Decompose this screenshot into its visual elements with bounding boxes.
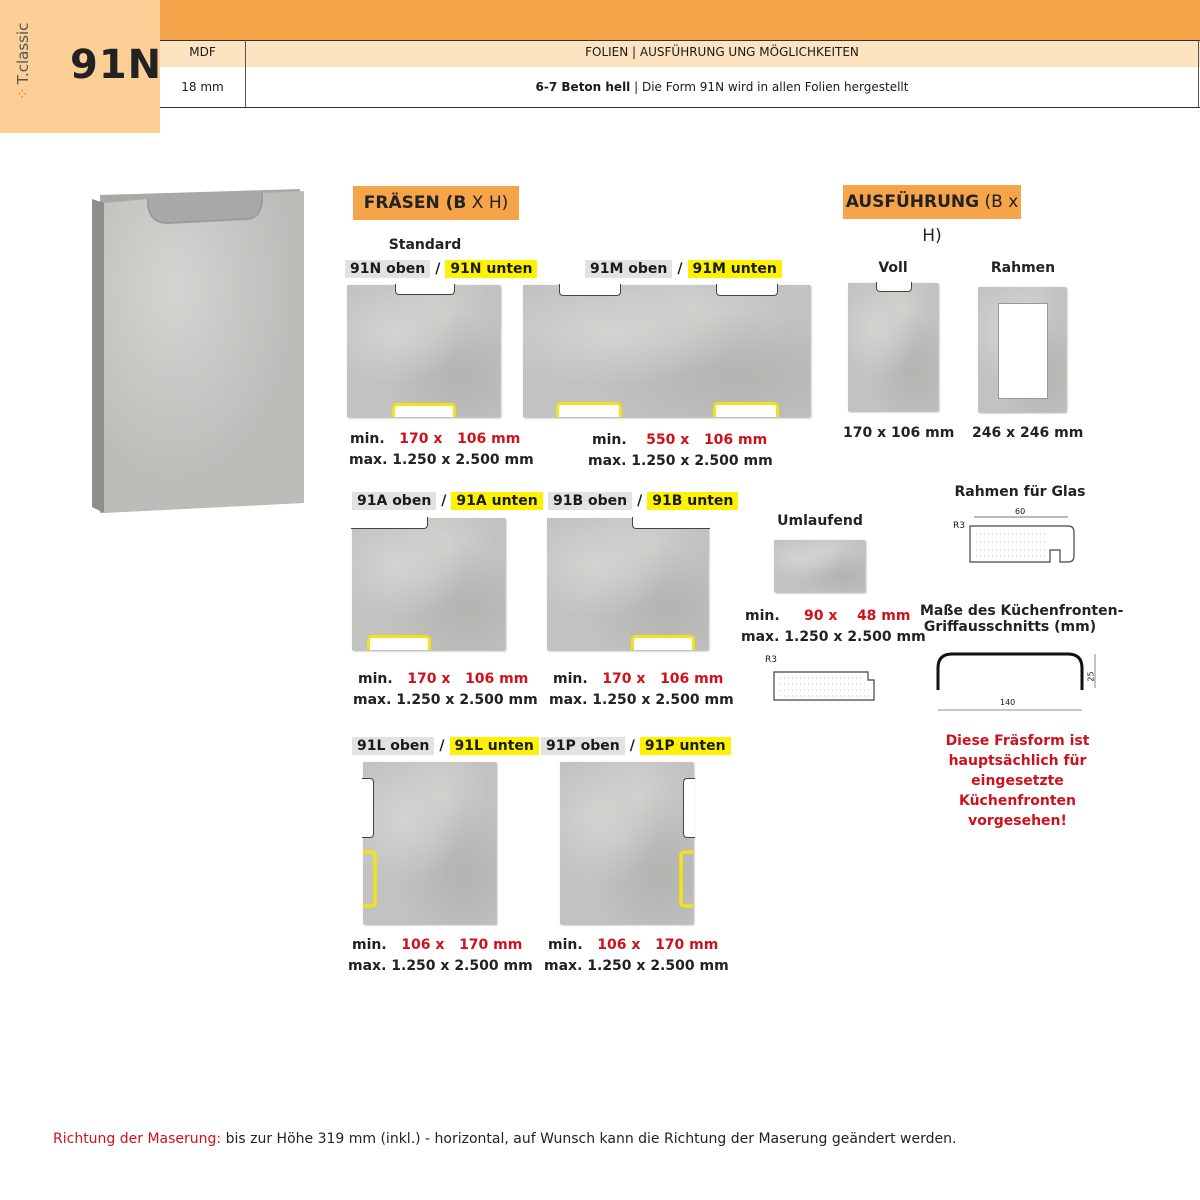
griff-drawing bbox=[930, 648, 1110, 718]
glas-label: Rahmen für Glas bbox=[954, 484, 1086, 500]
model-code: 91N bbox=[70, 42, 163, 88]
tag-unten: 91M unten bbox=[688, 260, 782, 278]
panel-umlaufend bbox=[774, 540, 865, 592]
notch-top bbox=[632, 517, 710, 529]
col-mdf-value: 18 mm bbox=[181, 80, 224, 94]
panel-rahmen bbox=[978, 287, 1066, 412]
col-folien-header: FOLIEN | AUSFÜHRUNG UNG MÖGLICHKEITEN bbox=[585, 45, 859, 59]
notch-bottom-highlight bbox=[677, 850, 693, 908]
ausfuehrung-heading bbox=[843, 185, 1021, 246]
tag-91n: 91N oben / 91N unten bbox=[345, 261, 537, 277]
voll-dims: 170 x 106 mm bbox=[843, 425, 955, 441]
rahmen-label: Rahmen bbox=[990, 260, 1056, 276]
header-divider bbox=[1198, 40, 1199, 107]
fraesen-title-dims: X H) bbox=[466, 193, 509, 213]
umlaufend-radius: R3 bbox=[765, 655, 777, 665]
brand-name: T.classic bbox=[14, 22, 32, 85]
notch-bottom-highlight bbox=[392, 403, 456, 417]
dims-91l: min. 106 x 170 mm max. 1.250 x 2.500 mm bbox=[348, 937, 533, 974]
notch-left bbox=[362, 778, 374, 838]
rahmen-window bbox=[998, 303, 1048, 399]
glas-width: 60 bbox=[1015, 507, 1026, 516]
grain-direction-label: Richtung der Maserung: bbox=[53, 1131, 222, 1147]
notch-bottom-highlight bbox=[367, 635, 431, 650]
fraesen-title: FRÄSEN (B bbox=[363, 193, 467, 213]
notch-bottom-highlight bbox=[631, 635, 695, 650]
brand-dots-icon: ⁘ bbox=[14, 87, 32, 100]
tag-91b: 91B oben / 91B unten bbox=[548, 493, 738, 509]
notch-top bbox=[876, 282, 912, 292]
folien-color-name: 6-7 Beton hell bbox=[535, 80, 631, 94]
glas-profile-drawing bbox=[960, 512, 1085, 572]
ausfuehrung-title: AUSFÜHRUNG bbox=[845, 192, 980, 212]
dims-umlaufend: min. 90 x 48 mm max. 1.250 x 2.500 mm bbox=[741, 608, 926, 645]
tag-unten: 91N unten bbox=[445, 260, 537, 278]
umlaufend-profile-drawing bbox=[770, 666, 880, 706]
folien-note: | Die Form 91N wird in allen Folien hergestellt bbox=[630, 80, 909, 94]
dims-91b: min. 170 x 106 mm max. 1.250 x 2.500 mm bbox=[549, 671, 734, 708]
col-mdf-header: MDF bbox=[189, 45, 216, 59]
tag-91l: 91L oben / 91L unten bbox=[352, 738, 539, 754]
grain-direction-note bbox=[53, 1131, 956, 1147]
griff-warning: Diese Fräsform ist hauptsächlich für eingesetzte Küchenfronten vorgesehen! bbox=[945, 733, 1090, 829]
notch-bottom-highlight bbox=[556, 402, 622, 417]
rahmen-dims: 246 x 246 mm bbox=[972, 425, 1084, 441]
tag-oben: 91M oben bbox=[585, 260, 672, 278]
fraesen-heading bbox=[353, 186, 519, 220]
panel-91b bbox=[547, 518, 708, 650]
notch-bottom-highlight bbox=[363, 850, 379, 908]
panel-91n bbox=[347, 285, 500, 417]
header-orange-bar bbox=[160, 0, 1200, 40]
griff-label: Maße des Küchenfronten- Griffausschnitts (mm) bbox=[920, 603, 1124, 635]
voll-label: Voll bbox=[878, 260, 908, 276]
notch-right bbox=[683, 778, 695, 838]
tag-91p: 91P oben / 91P unten bbox=[541, 738, 731, 754]
brand-logo bbox=[14, 22, 32, 100]
tag-oben: 91A oben bbox=[352, 492, 436, 510]
tag-oben: 91B oben bbox=[548, 492, 632, 510]
panel-voll bbox=[848, 283, 938, 411]
tag-unten: 91B unten bbox=[647, 492, 738, 510]
tag-91m: 91M oben / 91M unten bbox=[585, 261, 782, 277]
notch-top bbox=[351, 517, 428, 529]
tag-unten: 91L unten bbox=[450, 737, 539, 755]
grain-direction-text: bis zur Höhe 319 mm (inkl.) - horizontal, auf Wunsch kann die Richtung der Maserung geändert werden. bbox=[221, 1131, 957, 1147]
notch-top bbox=[716, 284, 778, 296]
tag-oben: 91N oben bbox=[345, 260, 430, 278]
ausfuehrung-title-dims: (B x H) bbox=[922, 192, 1019, 246]
tag-oben: 91P oben bbox=[541, 737, 625, 755]
tag-91a: 91A oben / 91A unten bbox=[352, 493, 543, 509]
panel-91p bbox=[560, 762, 693, 924]
dims-91p: min. 106 x 170 mm max. 1.250 x 2.500 mm bbox=[544, 937, 729, 974]
tag-unten: 91P unten bbox=[640, 737, 731, 755]
dims-91n: min. 170 x 106 mm max. 1.250 x 2.500 mm bbox=[349, 431, 534, 468]
panel-91m bbox=[523, 285, 810, 417]
griff-height: 25 bbox=[1086, 671, 1096, 682]
standard-label: Standard bbox=[388, 237, 462, 253]
panel-91l bbox=[363, 762, 496, 924]
griff-width: 140 bbox=[1000, 698, 1016, 707]
notch-top bbox=[395, 284, 455, 295]
col-folien-value bbox=[246, 80, 1198, 94]
glas-radius: R3 bbox=[953, 521, 965, 531]
tag-oben: 91L oben bbox=[352, 737, 434, 755]
dims-91a: min. 170 x 106 mm max. 1.250 x 2.500 mm bbox=[353, 671, 538, 708]
umlaufend-label: Umlaufend bbox=[777, 513, 863, 529]
panel-91a bbox=[352, 518, 505, 650]
dims-91m: min. 550 x 106 mm max. 1.250 x 2.500 mm bbox=[588, 432, 773, 469]
notch-top bbox=[559, 284, 621, 296]
door-preview-image bbox=[88, 185, 310, 515]
notch-bottom-highlight bbox=[713, 402, 779, 417]
tag-unten: 91A unten bbox=[451, 492, 542, 510]
